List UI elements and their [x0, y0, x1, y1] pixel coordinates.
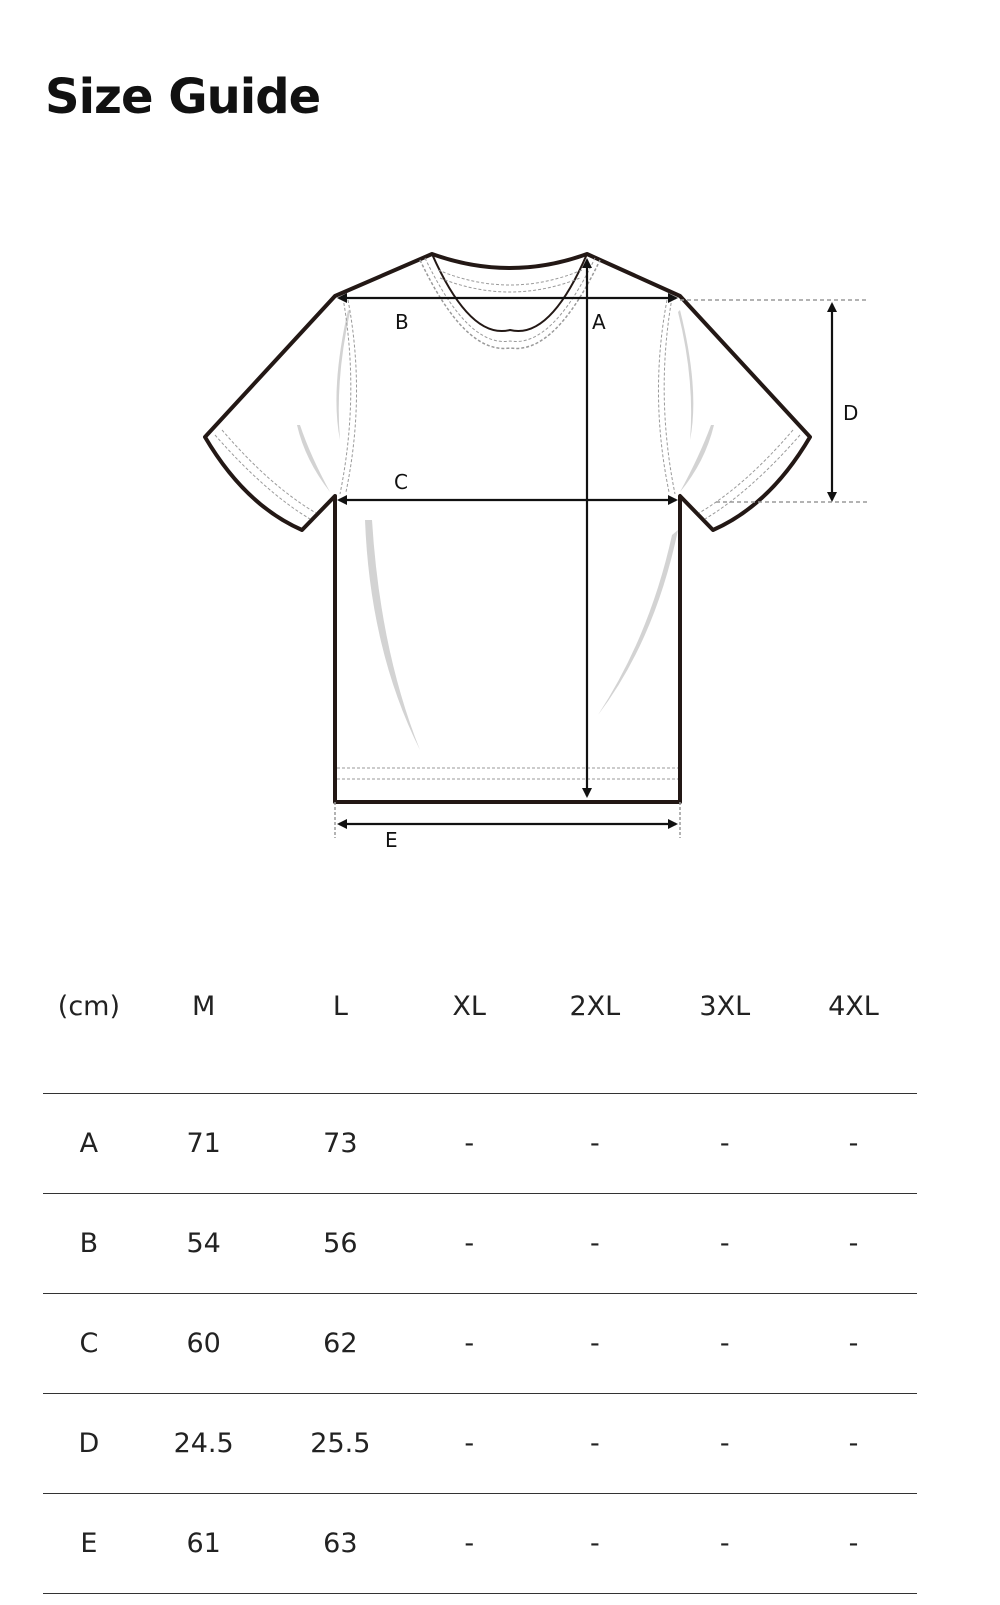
collar-stitch — [420, 260, 600, 348]
row-label: E — [43, 1494, 135, 1594]
table-row — [43, 1294, 917, 1394]
table-cell: - — [660, 1294, 790, 1394]
size-header-xl: XL — [408, 988, 530, 1094]
table-cell: 56 — [272, 1194, 408, 1294]
table-row — [43, 1194, 917, 1294]
table-cell: - — [790, 1294, 917, 1394]
tshirt-illustration — [0, 230, 1000, 890]
table-row — [43, 1494, 917, 1594]
size-table — [43, 988, 917, 1594]
page-title: Size Guide — [45, 69, 321, 125]
table-cell: 54 — [135, 1194, 273, 1294]
table-cell: - — [790, 1494, 917, 1594]
table-cell: 63 — [272, 1494, 408, 1594]
size-header-l: L — [272, 988, 408, 1094]
table-cell: - — [530, 1194, 659, 1294]
table-cell: 61 — [135, 1494, 273, 1594]
tshirt-measurement-diagram — [0, 230, 1000, 890]
table-cell: 60 — [135, 1294, 273, 1394]
row-label: A — [43, 1094, 135, 1194]
label-b: B — [395, 310, 409, 334]
table-cell: - — [530, 1394, 659, 1494]
tshirt-outline — [205, 254, 810, 802]
size-header-4xl: 4XL — [790, 988, 917, 1094]
table-row — [43, 1094, 917, 1194]
table-cell: - — [530, 1494, 659, 1594]
label-c: C — [394, 470, 408, 494]
table-cell: 71 — [135, 1094, 273, 1194]
size-header-2xl: 2XL — [530, 988, 659, 1094]
table-cell: - — [408, 1394, 530, 1494]
table-cell: - — [408, 1194, 530, 1294]
table-cell: - — [660, 1094, 790, 1194]
table-cell: 24.5 — [135, 1394, 273, 1494]
table-cell: - — [790, 1194, 917, 1294]
table-cell: 73 — [272, 1094, 408, 1194]
table-cell: - — [408, 1094, 530, 1194]
label-e: E — [385, 828, 398, 852]
size-header-3xl: 3XL — [660, 988, 790, 1094]
unit-header: (cm) — [43, 988, 135, 1094]
table-cell: - — [408, 1294, 530, 1394]
row-label: B — [43, 1194, 135, 1294]
table-row — [43, 1394, 917, 1494]
label-a: A — [592, 310, 606, 334]
table-cell: - — [530, 1294, 659, 1394]
table-cell: - — [790, 1094, 917, 1194]
table-cell: - — [660, 1494, 790, 1594]
label-d: D — [843, 401, 859, 425]
table-cell: - — [408, 1494, 530, 1594]
size-header-m: M — [135, 988, 273, 1094]
fabric-shading — [297, 310, 714, 750]
row-label: D — [43, 1394, 135, 1494]
table-cell: - — [660, 1394, 790, 1494]
table-cell: - — [660, 1194, 790, 1294]
table-cell: 25.5 — [272, 1394, 408, 1494]
table-cell: - — [790, 1394, 917, 1494]
row-label: C — [43, 1294, 135, 1394]
table-cell: - — [530, 1094, 659, 1194]
size-table-header-row — [43, 988, 917, 1094]
table-cell: 62 — [272, 1294, 408, 1394]
